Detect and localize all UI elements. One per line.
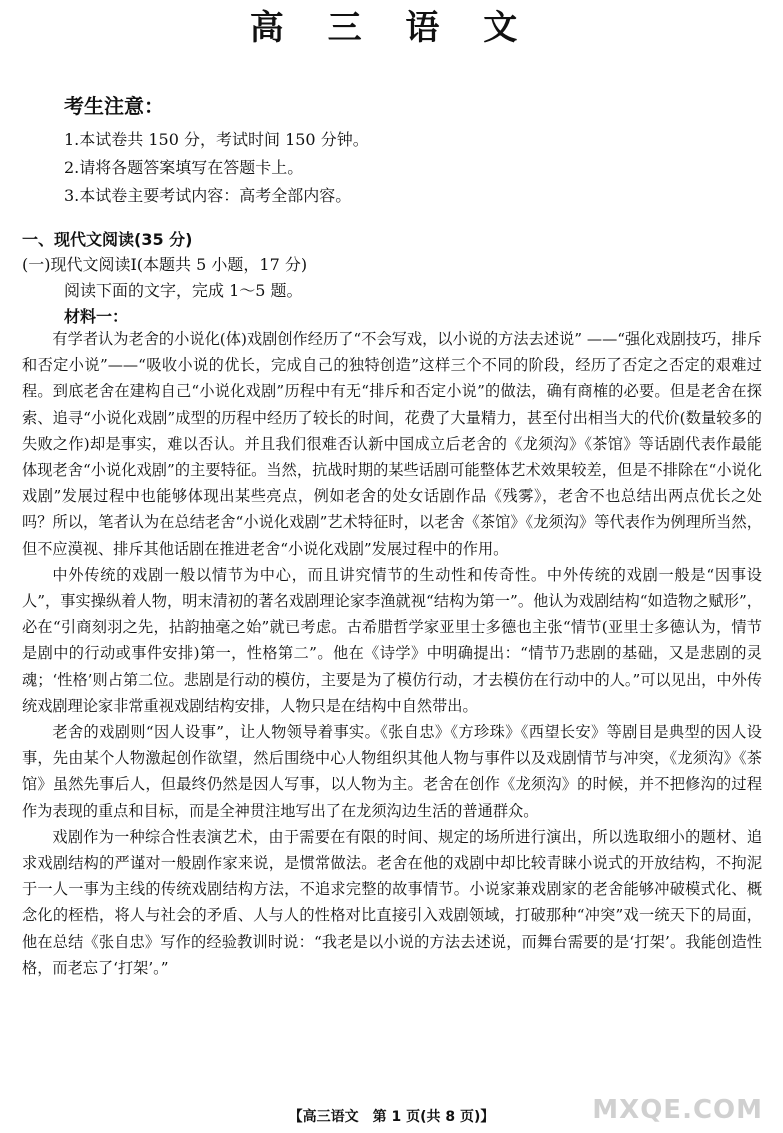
candidate-notice (64, 92, 369, 210)
passage-paragraph: 戏剧作为一种综合性表演艺术，由于需要在有限的时间、规定的场所进行演出，所以选取细小的题材、追求戏剧结构的严谨对一般剧作家来说，是惯常做法。老舍在他的戏剧中却比较青睐小说式的开放结构，不拘泥于一人一事为主线的传统戏剧结构方法，不追求完整的故事情节。小说家兼戏剧家的老舍能够冲破模式化、概念化的桎梏，将人与社会的矛盾、人与人的性格对比直接引入戏剧领域，打破那种“冲突”戏一统天下的局面，他在总结《张自忠》写作的经验教训时说：“我老是以小说的方法去述说，而舞台需要的是‘打架’。我能创造性格，而老忘了‘打架’。” (22, 827, 762, 977)
notice-item: 3.本试卷主要考试内容：高考全部内容。 (64, 186, 352, 205)
section-heading: 一、现代文阅读(35 分) (22, 230, 193, 249)
page-title: 高 三 语 文 (249, 8, 534, 48)
passage-paragraph: 中外传统的戏剧一般以情节为中心，而且讲究情节的生动性和传奇性。中外传统的戏剧一般是“因事设人”，事实操纵着人物，明末清初的著名戏剧理论家李渔就视“结构为第一”。他认为戏剧结构“如造物之赋形”，必在“引商刻羽之先，拈韵抽毫之始”就已考虑。古希腊哲学家亚里士多德也主张“情节(亚里士多德认为，情节是剧中的行动或事件安排)第一，性格第二”。他在《诗学》中明确提出：“情节乃悲剧的基础，又是悲剧的灵魂；‘性格’则占第二位。悲剧是行动的模仿，主要是为了模仿行动，才去模仿在行动中的人。”可以见出，中外传统戏剧理论家非常重视戏剧结构安排，人物只是在结构中自然带出。 (22, 565, 762, 715)
watermark-logo: MXQE.COM (592, 1095, 763, 1125)
material-label: 材料一： (64, 307, 129, 326)
passage-paragraph: 有学者认为老舍的小说化(体)戏剧创作经历了“不会写戏，以小说的方法去述说” ——“强化戏剧技巧，排斥和否定小说”——“吸收小说的优长，完成自己的独特创造”这样三个不同的阶段，经历了否定之否定的艰难过程。到底老舍在建构自己“小说化戏剧”历程中有无“排斥和否定小说”的做法，确有商榷的必要。但是老舍在探索、追寻“小说化戏剧”成型的历程中经历了较长的时间，花费了大量精力，甚至付出相当大的代价(数量较多的失败之作)却是事实，难以否认。并且我们很难否认新中国成立后老舍的《龙须沟》《茶馆》等话剧代表作最能体现老舍“小说化戏剧”的主要特征。当然，抗战时期的某些话剧可能整体艺术效果较差，但是不排除在“小说化戏剧”发展过程中也能够体现出某些亮点，例如老舍的处女话剧作品《残雾》，老舍不也总结出两点优长之处吗？所以，笔者认为在总结老舍“小说化戏剧”艺术特征时，以老舍《茶馆》《龙须沟》等代表作为例理所当然，但不应漠视、排斥其他话剧在推进老舍“小说化戏剧”发展过程中的作用。 (22, 330, 762, 558)
reading-passage (22, 326, 762, 981)
notice-item: 2.请将各题答案填写在答题卡上。 (64, 158, 304, 177)
subsection-heading: (一)现代文阅读Ⅰ(本题共 5 小题，17 分) (22, 255, 308, 274)
page-footer: 【高三语文 第 1 页(共 8 页)】 (288, 1109, 495, 1125)
passage-paragraph: 老舍的戏剧则“因人设事”，让人物领导着事实。《张自忠》《方珍珠》《西望长安》等剧目是典型的因人设事，先由某个人物激起创作欲望，然后围绕中心人物组织其他人物与事件以及戏剧情节与冲突，《龙须沟》《茶馆》虽然先事后人，但最终仍然是因人写事，以人物为主。老舍在创作《龙须沟》的时候，并不把修沟的过程作为表现的重点和目标，而是全神贯注地写出了在龙须沟边生活的普通群众。 (22, 723, 762, 820)
reading-instruction: 阅读下面的文字，完成 1～5 题。 (64, 281, 303, 300)
notice-item: 1.本试卷共 150 分，考试时间 150 分钟。 (64, 130, 369, 149)
notice-heading: 考生注意： (64, 94, 164, 118)
